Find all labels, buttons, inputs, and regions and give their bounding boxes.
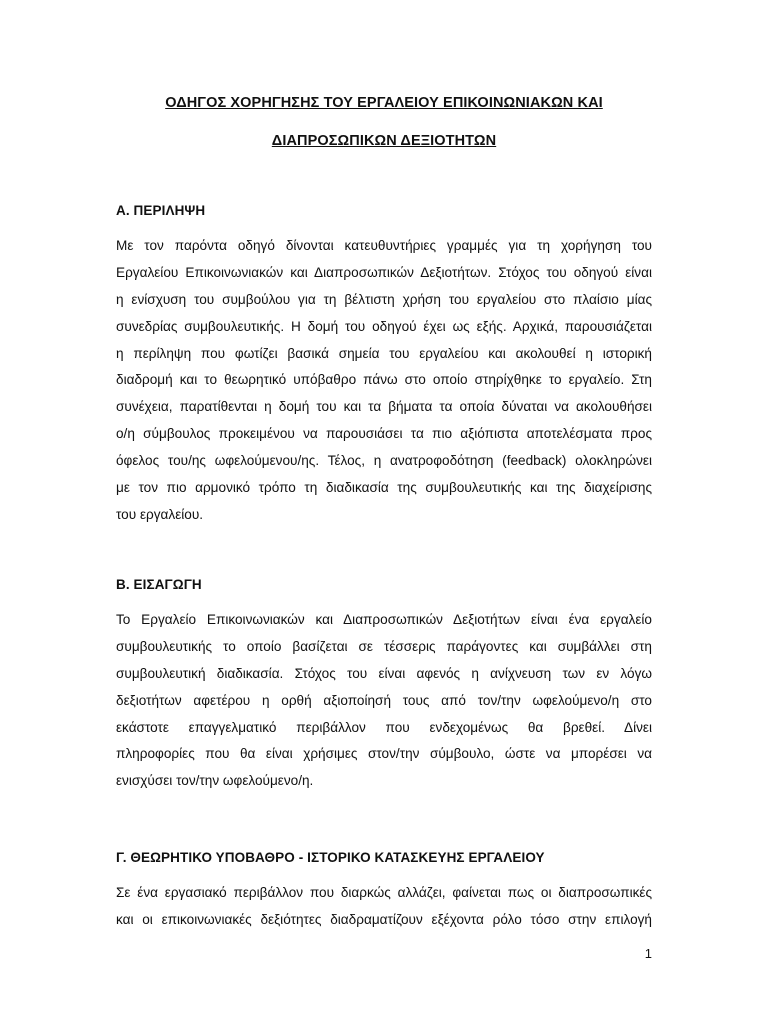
text-line: Με τον παρόντα οδηγό δίνονται κατευθυντήριες γραμμές για τη χορήγηση του (116, 238, 652, 253)
text-line: η ενίσχυση του συμβούλου για τη βέλτιστη χρήση του εργαλείου στο πλαίσιο μίας (116, 291, 652, 307)
title-line-1: ΟΔΗΓΟΣ ΧΟΡΗΓΗΣΗΣ ΤΟΥ ΕΡΓΑΛΕΙΟΥ ΕΠΙΚΟΙΝΩΝΙΑΚΩΝ ΚΑΙ (165, 95, 603, 111)
document-title (116, 84, 652, 160)
paragraph-introduction (116, 611, 652, 799)
text-line: συνέχεια, παρατίθενται η δομή του και τα βήματα τα οποία δύναται να ακολουθήσει (116, 399, 652, 415)
text-line: όφελος του/ης ωφελούμενου/ης. Τέλος, η ανατροφοδότηση (feedback) ολοκληρώνει (116, 453, 652, 469)
text-line: και οι επικοινωνιακές δεξιότητες διαδραματίζουν εξέχοντα ρόλο τόσο στην επιλογή (116, 911, 652, 927)
section-heading-summary: Α. ΠΕΡΙΛΗΨΗ (116, 203, 206, 218)
paragraph-theory (116, 884, 652, 938)
text-line: εκάστοτε επαγγελματικό περιβάλλον που ενδεχομένως θα βρεθεί. Δίνει (116, 719, 652, 735)
paragraph-summary (116, 237, 652, 533)
title-line-2: ΔΙΑΠΡΟΣΩΠΙΚΩΝ ΔΕΞΙΟΤΗΤΩΝ (271, 133, 497, 149)
text-line: συμβουλευτική διαδικασία. Στόχος του είναι αφενός η ανίχνευση των εν λόγω (116, 665, 652, 681)
section-heading-introduction: Β. ΕΙΣΑΓΩΓΗ (116, 577, 202, 592)
text-line: Σε ένα εργασιακό περιβάλλον που διαρκώς αλλάζει, φαίνεται πως οι διαπροσωπικές (116, 885, 652, 900)
text-line: η περίληψη που φωτίζει βασικά σημεία του εργαλείου και ακολουθεί η ιστορική (116, 345, 652, 361)
section-heading-theory: Γ. ΘΕΩΡΗΤΙΚΟ ΥΠΟΒΑΘΡΟ - ΙΣΤΟΡΙΚΟ ΚΑΤΑΣΚΕΥΗΣ ΕΡΓΑΛΕΙΟΥ (116, 850, 545, 865)
text-line: με τον πιο αρμονικό τρόπο τη διαδικασία της συμβουλευτικής και της διαχείρισης (116, 480, 652, 496)
text-line: Το Εργαλείο Επικοινωνιακών και Διαπροσωπικών Δεξιοτήτων είναι ένα εργαλείο (116, 612, 652, 627)
text-line: του εργαλείου. (116, 506, 204, 522)
text-line: συνεδρίας συμβουλευτικής. Η δομή του οδηγού έχει ως εξής. Αρχικά, παρουσιάζεται (116, 318, 652, 334)
text-line: πληροφορίες που θα είναι χρήσιμες στον/την σύμβουλο, ώστε να μπορέσει να (116, 746, 652, 762)
text-line: συμβουλευτικής το οποίο βασίζεται σε τέσσερις παράγοντες και συμβάλλει στη (116, 638, 652, 654)
text-line: δεξιοτήτων αφετέρου η ορθή αξιοποίησή τους από τον/την ωφελούμενο/η στο (116, 692, 652, 708)
page-number: 1 (644, 946, 652, 961)
text-line: Εργαλείου Επικοινωνιακών και Διαπροσωπικών Δεξιοτήτων. Στόχος του οδηγού είναι (116, 264, 652, 280)
text-line: διαδρομή και το θεωρητικό υπόβαθρο πάνω στο οποίο στηρίχθηκε το εργαλείο. Στη (116, 372, 652, 388)
text-line: ενισχύσει τον/την ωφελούμενο/η. (116, 773, 314, 789)
text-line: ο/η σύμβουλος προκειμένου να παρουσιάσει τα πιο αξιόπιστα αποτελέσματα προς (116, 426, 652, 442)
